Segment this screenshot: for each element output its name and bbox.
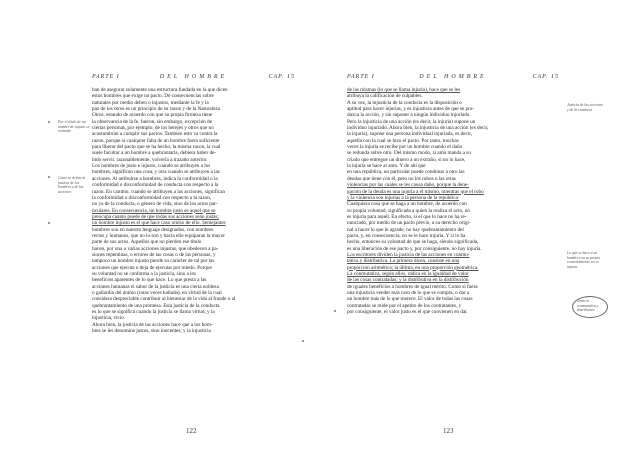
text-line: Los escritores dividen la justicia de las acciones en conmu- [347, 251, 470, 258]
text-line: un hombre más de lo que merece. El valor de todas las cosas [347, 296, 473, 303]
text-line: acciones humanas el sabor de la justicia es una cierta nobleza [92, 283, 219, 290]
text-line: es injuria para aquél. En efecto, si el que lo hace no ha re- [347, 213, 467, 220]
text-line: Cualquiera cosa que se haga a un hombre, de acuerdo con [347, 201, 467, 208]
text-line: es lo que se significa cuando la justicia se llama virtud, y la [92, 309, 215, 316]
text-line: un hombre injusto es el que hace caso omiso de ello. Semejantes [92, 220, 226, 227]
text-line: deudas que tiene con él, pero no los robos o las otras [347, 175, 456, 182]
text-line: razon. En cambio, cuando se atribuyen a las acciones, significan [92, 188, 225, 195]
text-line: hacen, por una o varias acciones injustas, que obedecen a pa- [92, 245, 219, 252]
text-line: en una república, un particular puede condonar a otro las [347, 169, 465, 176]
left-page-number: 122 [186, 427, 197, 435]
left-header-chapter: CAP. 15 [268, 74, 295, 80]
text-line: Pero la injusticia de una acción (es decir, la injuria) supone un [347, 118, 476, 125]
text-line: La conmutativa, según ellos, radica en la igualdad de valor [347, 270, 469, 277]
text-line: la observancia de la fe, fueron, sin embargo, excepción de [92, 118, 212, 125]
text-line: duzca la acción, y sin suponer a ningún individuo injuriado. [347, 112, 471, 119]
text-line: Otros, estando de acuerdo con que su propia firmeza tiene [92, 112, 213, 119]
right-page-body [347, 87, 559, 315]
text-line: acciones que ejecuta o deja de ejecutar por miedo. Porque [92, 264, 212, 271]
text-line: contratadas se mide por el apetito de los contratantes, y [347, 302, 462, 309]
right-running-header [347, 74, 559, 84]
text-line: la conformidad o disconformidad con respecto a la razon, [92, 194, 212, 201]
text-line: tativa y distributiva. La primera dicen, consiste en una [347, 258, 460, 265]
text-line: A su vez, la injusticia de la conducta es la disposición o [347, 99, 462, 106]
text-line: atribuya la calificación de culpables. [347, 93, 423, 100]
text-line: injusticia, vicio. [92, 315, 126, 322]
text-line: gación de la deuda es una injuria a él mismo, mientras que el robo [347, 188, 484, 195]
margin-dot-mark [48, 222, 50, 224]
circled-annotation [572, 296, 608, 318]
text-line: bres se les denomine justos, sino inocentes; y la injusticia [92, 328, 211, 335]
left-margin-note-2: Cómo se define la justicia de los hombres y de las acciones [58, 176, 86, 194]
text-line: considera despreciable contribuir al bienestar de la vida al fraude o al [92, 296, 236, 303]
text-line: y la violencia son injurias a la persona de la república. [347, 194, 460, 201]
text-line: aquella con la cual se hizo el pacto. Por tanto, muchas [347, 137, 459, 144]
text-line: es una liberación de ese pacto y, por consiguiente, no hay injuria. [347, 245, 482, 252]
text-line: su voluntad no se conforma a la justicia, sino a los [92, 270, 197, 277]
text-line: proporción aritmética; la última, en una proporción geométrica. [347, 264, 479, 271]
text-line: aptitud para hacer injurias, y es injusticia antes de que se pro- [347, 106, 475, 113]
text-line: hecho, entonces su voluntad de que se haga, siendo significada, [347, 239, 479, 246]
text-line: ticulares. En consecuencia, un hombre justo es aquel que se [92, 207, 216, 214]
text-line: por consiguiente, el valor justo es el que convienen en dar. [347, 309, 468, 316]
text-line: razon, porque si cualquier falta de un hombre fuera suficiente [92, 137, 220, 144]
text-line: nal a hacer lo que le agrade, no hay quebrantamiento del [347, 226, 464, 233]
text-line: hombres, significan una cosa, y otra cuando se atribuyen a las [92, 169, 220, 176]
text-line: estos hombres que exige un pacto. De consecuencias sobre [92, 93, 214, 100]
text-line: criado que entregue un dinero a un extraño, si no lo hace, [347, 156, 466, 163]
text-line: su propia voluntad, significada a quien la realiza el acto, no [347, 207, 470, 214]
text-line: acostumbran a cumplir sus pactos. Tambien esto va contra la [92, 131, 218, 138]
text-line: paz de los otros es un principio de su razon y de la Naturaleza [92, 106, 220, 113]
left-page-body [92, 87, 295, 334]
text-line: ban de asegurar solamente una estructura fundada en la que dicen [92, 87, 228, 93]
left-margin-note-1: Por el título de un nombre de injusto se entiende [58, 120, 90, 134]
text-line: una injusticia vender más caro de lo que se compra, o dar a [347, 290, 470, 296]
text-line: beneficios aparentes de lo que hace. Lo que presta a las [92, 277, 207, 284]
right-header-title: DEL HOMBRE [419, 74, 487, 80]
text-line: se redunda sobre otro. Del mismo modo, si amo manda a su [347, 150, 471, 157]
left-header-title: DEL HOMBRE [159, 74, 228, 80]
left-running-header [92, 74, 295, 84]
text-line: ciertas personas, por ejemplo, de los herejes y otros que no [92, 125, 214, 132]
text-line: suele facultar a un hombre a quebrantarla, debiera haber de- [92, 150, 217, 157]
text-line: veces la injuria se recibe por un hombre cuando el daño [347, 144, 463, 151]
text-line: Los nombres de justo e injusto, cuando se atribuyen a los [92, 163, 211, 170]
text-line: rectos y humanos, que no lo son y hacia ello equiparan la mayor [92, 232, 225, 239]
text-line: individuo injuriado. Ahora bien, la injusticia de una acción (es decir, [347, 125, 489, 132]
text-line: de iguales beneficios a hombres de igual mérito. Como si fuera [347, 283, 478, 290]
text-line: preocupa cuanto puede de que todas sus acciones sean justas; [92, 213, 219, 220]
margin-dot-mark [302, 340, 304, 342]
right-page-number: 123 [443, 427, 454, 435]
right-margin-note-3: Justicia conmutativa y distributiva [577, 299, 599, 313]
margin-dot-mark [334, 310, 336, 312]
right-page [319, 0, 638, 451]
text-line: quebrantamiento de una promesa. Esta justicia de la conducta [92, 302, 220, 309]
right-header-chapter: CAP. 15 [532, 74, 559, 80]
text-line: de las cosas contratadas; y la distributiva en la distribución [347, 277, 469, 284]
text-line: de las mismas (lo que se llama injuria), hace que se les [347, 87, 461, 93]
text-line: parte de sus actos. Aquellos que no pierden ese título [92, 239, 202, 246]
text-line: Ahora bien, la justicia de las acciones hace que a los hom- [92, 321, 213, 328]
text-line: violencias por las cuales se les causa daño, porque la dene- [347, 182, 469, 189]
text-line: pacto, y, en consecuencia, no se le hace injuria. Y si lo ha [347, 232, 466, 239]
text-line: hombres son en nuestro lenguaje designados, con nombres [92, 226, 214, 233]
right-margin-note-1: Justicia de las acciones y de la conducta [567, 103, 603, 112]
text-line: bido servir. razonablemente, volverla a trazado anterior. [92, 156, 208, 163]
right-margin-note-2: Lo que se hace a un hombre con su propio consentimiento no es injuria [567, 251, 601, 269]
text-line: la injuria), supone una persona individual injuriada, es decir, [347, 131, 473, 138]
text-line: no ya de la conducta, o género de vida, sino de los actos par- [92, 201, 218, 208]
text-line: la injuria se hace al amo. Y de ahí que [347, 163, 426, 170]
text-line: nunciado, por medio de un pacto previo, a su derecho origi- [347, 220, 471, 227]
margin-dot-mark [48, 121, 50, 123]
text-line: tampoco un hombre injusto pierde su carácter de tal por las [92, 258, 215, 265]
margin-dot-mark [48, 176, 50, 178]
text-line: conformidad o disconformidad de conducta con respecto a la [92, 182, 219, 189]
left-header-part: PARTE I [92, 74, 120, 80]
text-line: para liberar del pacto que se ha hecho, la misma razon, la cual [92, 144, 221, 151]
right-header-part: PARTE I [347, 74, 375, 80]
text-line: acciones. Al atribuirse a hombres, indica la conformidad o la [92, 175, 218, 182]
text-line: siones repentinas, o errores de las cosas o de las personas, y [92, 251, 216, 258]
text-line: naturales por medio deben o injustos, mediante la fe y la [92, 99, 209, 106]
text-line: o gallardía del ánimo (raras veces hallada), en virtud de la cual [92, 290, 222, 296]
